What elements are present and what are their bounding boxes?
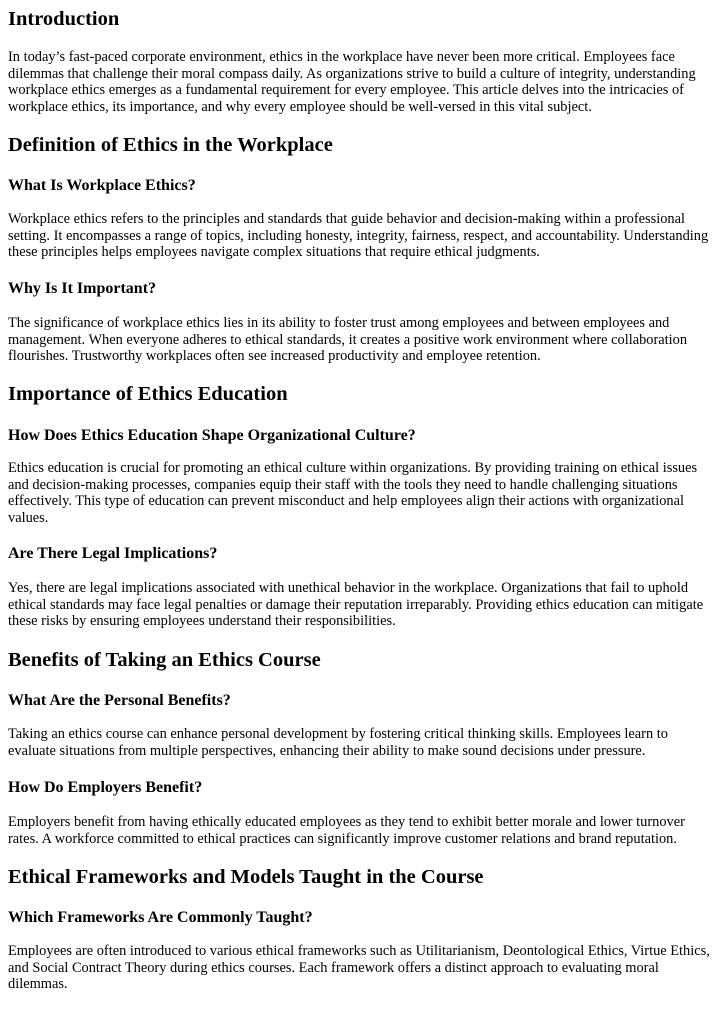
benefits-subheading-2: How Do Employers Benefit? [8, 779, 203, 796]
importance-paragraph-1: Ethics education is crucial for promoting an ethical culture within organizations. By providing training on ethical issues and decision-making processes, companies equip their staff with the tools they need to handle challenging situations effectively. This type of education can prevent misconduct and help employees align their actions with organizational values. [8, 460, 698, 526]
frameworks-heading: Ethical Frameworks and Models Taught in the Course [8, 866, 484, 888]
definition-paragraph-2: The significance of workplace ethics lies in its ability to foster trust among employees and between employees and management. When everyone adheres to ethical standards, it creates a positive work environment where collaboration flourishes. Trustworthy workplaces often see increased productivity and employee retention. [8, 315, 688, 365]
benefits-paragraph-1: Taking an ethics course can enhance personal development by fostering critical thinking skills. Employees learn to evaluate situations from multiple perspectives, enhancing their ability to make sound decisions under pressure. [8, 726, 668, 759]
definition-subheading-2: Why Is It Important? [8, 280, 157, 297]
definition-subheading-1: What Is Workplace Ethics? [8, 177, 196, 194]
benefits-heading: Benefits of Taking an Ethics Course [8, 649, 321, 671]
importance-subheading-1: How Does Ethics Education Shape Organizational Culture? [8, 427, 416, 444]
importance-subheading-2: Are There Legal Implications? [8, 545, 218, 562]
frameworks-subheading-1: Which Frameworks Are Commonly Taught? [8, 909, 313, 926]
definition-paragraph-1: Workplace ethics refers to the principles and standards that guide behavior and decision-making within a professional setting. It encompasses a range of topics, including honesty, integrity, fairness, respect, and accountability. Understanding these principles helps employees navigate complex situations that require ethical judgments. [8, 211, 709, 261]
intro-heading: Introduction [8, 8, 120, 30]
benefits-paragraph-2: Employers benefit from having ethically educated employees as they tend to exhibit better morale and lower turnover rates. A workforce committed to ethical practices can significantly improve customer relations and brand reputation. [8, 814, 685, 847]
benefits-subheading-1: What Are the Personal Benefits? [8, 692, 231, 709]
importance-heading: Importance of Ethics Education [8, 383, 288, 405]
importance-paragraph-2: Yes, there are legal implications associated with unethical behavior in the workplace. Organizations that fail to uphold ethical standards may face legal penalties or damage their reputation irreparably. Providing ethics education can mitigate these risks by ensuring employees understand their responsibilities. [8, 580, 704, 630]
frameworks-paragraph-1: Employees are often introduced to various ethical frameworks such as Utilitarianism, Deontological Ethics, Virtue Ethics, and Social Contract Theory during ethics courses. Each framework offers a distinct approach to evaluating moral dilemmas. [8, 943, 710, 993]
intro-paragraph: In today’s fast-paced corporate environment, ethics in the workplace have never been more critical. Employees face dilemmas that challenge their moral compass daily. As organizations strive to build a culture of integrity, understanding workplace ethics emerges as a fundamental requirement for every employee. This article delves into the intricacies of workplace ethics, its importance, and why every employee should be well-versed in this vital subject. [8, 49, 696, 115]
definition-heading: Definition of Ethics in the Workplace [8, 134, 333, 156]
